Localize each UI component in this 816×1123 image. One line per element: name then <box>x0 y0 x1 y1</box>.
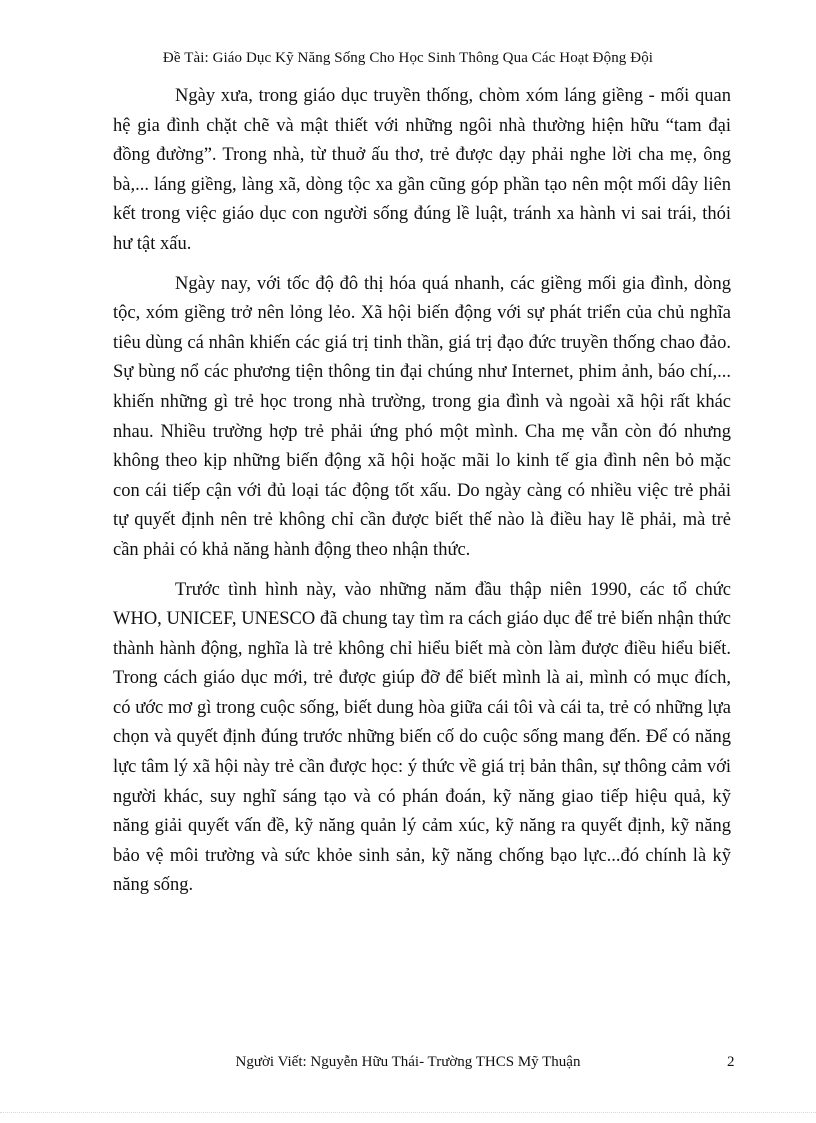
header-title: Đề Tài: Giáo Dục Kỹ Năng Sống Cho Học Sinh Thông Qua Các Hoạt Động Đội <box>162 50 654 66</box>
footer-author: Người Viết: Nguyễn Hữu Thái- Trường THCS Mỹ Thuận <box>235 1054 581 1070</box>
page-header <box>0 48 816 68</box>
page-number: 2 <box>727 1054 735 1070</box>
bottom-divider <box>0 1112 816 1113</box>
paragraph: Trước tình hình này, vào những năm đầu thập niên 1990, các tổ chức WHO, UNICEF, UNESCO đã chung tay tìm ra cách giáo dục để trẻ biến nhận thức thành hành động, nghĩa là trẻ không chỉ hiểu biết mà còn làm được điều hiểu biết. Trong cách giáo dục mới, trẻ được giúp đỡ để biết mình là ai, mình có mục đích, có ước mơ gì trong cuộc sống, biết dung hòa giữa cái tôi và cái ta, trẻ có những lựa chọn và quyết định đúng trước những biến cố do cuộc sống mang đến. Để có năng lực tâm lý xã hội này trẻ cần được học: ý thức về giá trị bản thân, sự thông cảm với người khác, suy nghĩ sáng tạo và có phán đoán, kỹ năng giao tiếp hiệu quả, kỹ năng giải quyết vấn đề, kỹ năng quản lý cảm xúc, kỹ năng ra quyết định, kỹ năng bảo vệ môi trường và sức khỏe sinh sản, kỹ năng chống bạo lực...đó chính là kỹ năng sống. <box>113 579 731 896</box>
paragraph: Ngày xưa, trong giáo dục truyền thống, chòm xóm láng giềng - mối quan hệ gia đình chặt chẽ và mật thiết với những ngôi nhà thường hiện hữu “tam đại đồng đường”. Trong nhà, từ thuở ấu thơ, trẻ được dạy phải nghe lời cha mẹ, ông bà,... láng giềng, làng xã, dòng tộc xa gần cũng góp phần tạo nên một mối dây liên kết trong việc giáo dục con người sống đúng lề luật, tránh xa hành vi sai trái, thói hư tật xấu. <box>113 86 731 254</box>
body-text <box>113 82 731 901</box>
paragraph: Ngày nay, với tốc độ đô thị hóa quá nhanh, các giềng mối gia đình, dòng tộc, xóm giềng trở nên lỏng lẻo. Xã hội biến động với sự phát triển của chủ nghĩa tiêu dùng cá nhân khiến các giá trị tinh thần, giá trị đạo đức truyền thống chao đảo. Sự bùng nổ các phương tiện thông tin đại chúng như Internet, phim ảnh, báo chí,... khiến những gì trẻ học trong nhà trường, trong gia đình và ngoài xã hội rất khác nhau. Nhiều trường hợp trẻ phải ứng phó một mình. Cha mẹ vẫn còn đó nhưng không theo kịp những biến động xã hội hoặc mãi lo kinh tế gia đình nên bỏ mặc con cái tiếp cận với đủ loại tác động tốt xấu. Do ngày càng có nhiều việc trẻ phải tự quyết định nên trẻ không chỉ cần được biết thế nào là điều hay lẽ phải, mà trẻ cần phải có khả năng hành động theo nhận thức. <box>113 273 731 560</box>
